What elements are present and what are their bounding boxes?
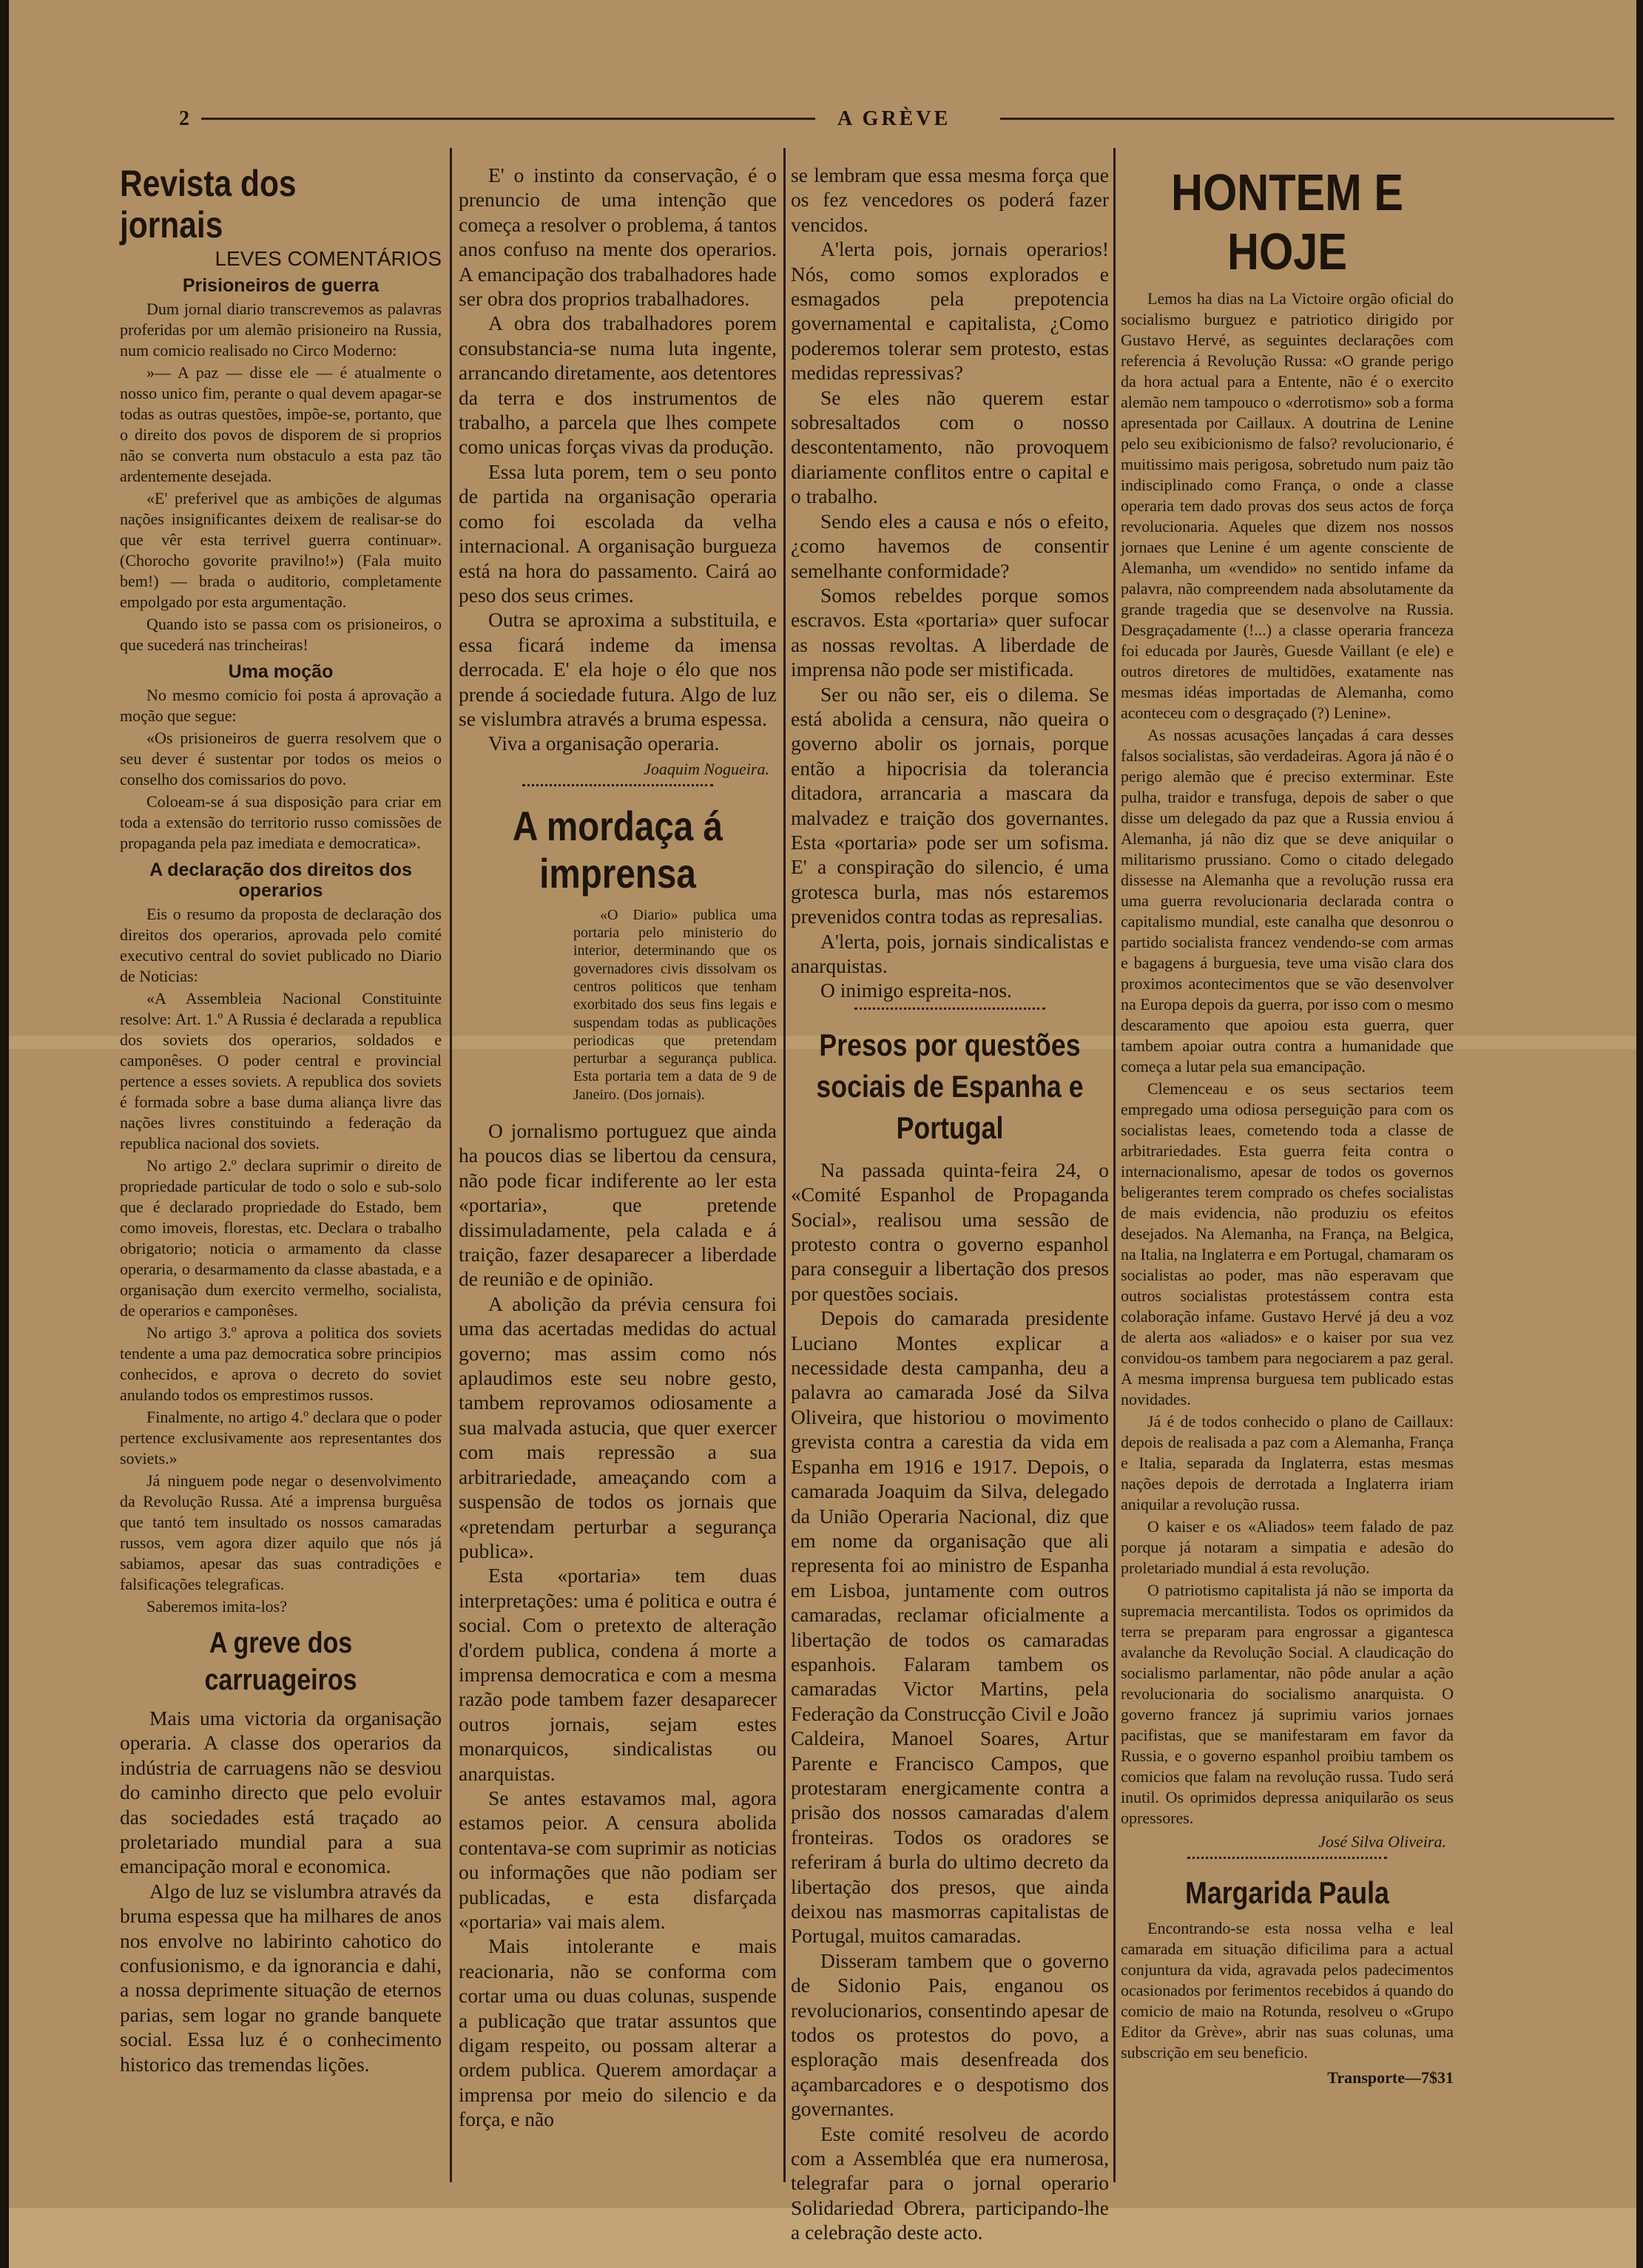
masthead: A GRÈVE: [837, 107, 951, 130]
paragraph: Na passada quinta-feira 24, o «Comité Espanhol de Propaganda Social», realisou uma sessão de protesto contra o governo espanhol para conseguir a libertação dos presos por questões sociais.: [791, 1158, 1109, 1305]
column-4: [1121, 163, 1454, 2088]
paragraph: «E' preferivel que as ambições de algumas nações insignificantes deixem de realisar-se do que vêr esta terrivel guerra continuar». (Chorocho govorite pravilno!») (Fala muito bem!) — brada o auditorio, completamente empolgado por esta argumentação.: [120, 489, 442, 611]
paragraph: Coloeam-se á sua disposição para criar em toda a extensão do territorio russo comissões de propaganda pela paz imediata e democratica».: [120, 792, 442, 852]
transporte-total: Transporte—7$31: [1327, 2068, 1454, 2087]
paragraph: Disseram tambem que o governo de Sidonio Pais, enganou os revolucionarios, consentindo apesar de todos os protestos do povo, a esploração mais desenfreada dos açambarcadores e o despotismo dos governantes.: [791, 1948, 1109, 2121]
paragraph: O inimigo espreita-nos.: [820, 979, 1012, 1002]
subheading: A declaração dos direitos dos operarios: [149, 860, 412, 901]
paragraph: Eis o resumo da proposta de declaração dos direitos dos operarios, aprovada pelo comité executivo central do soviet publicado no Diario de Noticias:: [120, 905, 442, 985]
paragraph: Viva a organisação operaria.: [488, 732, 720, 755]
article-body: [120, 1706, 442, 2076]
paragraph: »— A paz — disse ele — é atualmente o nosso unico fim, perante o qual devem apagar-se todas as outras questões, impõe-se, portanto, que o direito dos povos de disporem de si proprios não se converta num obstaculo a esta paz tão ardentemente desejada.: [120, 363, 442, 485]
paragraph: O patriotismo capitalista já não se importa da supremacia mercantilista. Todos os oprimidos da terra se preparam para engrossar a gigantesca avalanche da Revolução Social. A claudicação do socialismo parlamentar, não pôde anular a ação revolucionaria do socialismo anarquista. O governo francez já suprimiu varios jornaes pacifistas, que se manifestaram em favor da Russia, e o governo espanhol proibiu tambem os comicios que falam na revolução russa. Tudo será inutil. Os oprimidos depressa aniquilarão os seus opressores.: [1121, 1581, 1454, 1827]
paragraph: Se eles não querem estar sobresaltados com o nosso descontentamento, não provoquem diariamente conflitos entre o capital e o trabalho.: [791, 385, 1109, 508]
ornament-divider: [522, 784, 713, 797]
page-number: 2: [179, 107, 190, 130]
column-1: [120, 163, 442, 2076]
article-title: A mordaça á imprensa: [513, 802, 723, 897]
paragraph: Quando isto se passa com os prisioneiros, o que sucederá nas trincheiras!: [120, 615, 442, 654]
section-title: Revista dos jornais: [120, 163, 297, 246]
paragraph: Sendo eles a causa e nós o efeito, ¿como havemos de consentir semelhante conformidade?: [791, 509, 1109, 582]
article-body: [791, 163, 1109, 1003]
paragraph: As nossas acusações lançadas á cara desses falsos socialistas, são verdadeiras. Agora já não é o perigo alemão que é preciso exterminar. Este pulha, traidor e transfuga, depois de saber o que disse um delegado da paz que a Russia enviou á Alemanha, já não diz que se deve aniquilar o militarismo prussiano. Como o citado delegado dissesse na Alemanha que a revolução russa era uma guerra revolucionaria declarada contra o capitalismo mundial, este canalha que desonrou o partido socialista francez vendendo-se com armas e bagagens á burguesia, teve uma visão clara dos proximos acontecimentos que se vão desenvolver na Europa depois da guerra, por isso com o mesmo descaramento que apoiou esta guerra, quer tambem apoiar outra contra a humanidade que começa a lutar pela sua emancipação.: [1121, 726, 1454, 1076]
paragraph: No mesmo comicio foi posta á aprovação a moção que segue:: [120, 686, 442, 725]
paragraph: A obra dos trabalhadores porem consubstancia-se numa luta ingente, arrancando diretamente, aos detentores da terra e dos instrumentos de trabalho, a parcela que lhes compete como unicas forças vivas da produção.: [459, 311, 777, 459]
quoted-box: [573, 906, 777, 1104]
author-signature: Joaquim Nogueira.: [644, 759, 769, 778]
paragraph: Lemos ha dias na La Victoire orgão oficial do socialismo burguez e patriotico dirigido por Gustavo Hervé, as seguintes declarações com referencia á Revolução Russa: «O grande perigo da hora actual para a Entente, não é o exercito alemão nem tampouco o «derrotismo» sob a forma apresentada por Caillaux. A doutrina de Lenine pelo seu exibicionismo de falso? revolucionario, é muitissimo mais perigosa, sobretudo num paiz tão indisciplinado como França, o onde a classe operaria tem dado provas dos seus actos de força revolucionaria. Aqueles que dizem nos nossos jornaes que Lenine é um agente consciente de Alemanha, um «vendido» no sentido infame da palavra, não compreendem nada absolutamente da grande tragedia que se desenvolve na Russia. Desgraçadamente (!...) a classe operaria franceza foi educada por Jaurès, Guesde Vaillant (e ele) e outros diretores de multidões, exatamente nas mesmas idéas importadas de Alemanha, como aconteceu com o desgraçado (?) Lenine».: [1121, 289, 1454, 722]
paragraph: Mais intolerante e mais reacionaria, não se conforma com cortar uma ou duas colunas, suspende a publicação que tratar assuntos que digam respeito, ou possam alterar a ordem publica. Querem amordaçar a imprensa por meio do silencio e da força, e não: [459, 1934, 777, 2131]
paragraph: Algo de luz se vislumbra através da bruma espessa que ha milhares de anos nos envolve no labirinto cahotico do confusionismo, e da ignorancia e dahi, a nossa deprimente situação de eternos parias, sem logar no grande banquete social. Essa luz é o conhecimento historico das tremendas lições.: [120, 1879, 442, 2076]
paragraph: Finalmente, no artigo 4.º declara que o poder pertence exclusivamente aos representantes dos soviets.»: [120, 1408, 442, 1468]
page-header: [172, 107, 1614, 129]
paragraph: Clemenceau e os seus sectarios teem empregado uma odiosa perseguição para com os socialistas leaes, cometendo toda a classe de arbitrariedades. Esta guerra feita contra o internacionalismo, apesar de todos os governos beligerantes terem comprado os chefes socialistas de mais evidencia, não produziu os efeitos desejados. Na Alemanha, na França, na Belgica, na Italia, na Inglaterra e em Portugal, chamaram os socialistas ao poder, mas não esperavam que outros socialistas protestássem contra esta colaboração infame. Gustavo Hervé já deu a voz de alerta aos «aliados» e o kaiser por sua vez convidou-os tambem para negociarem a paz geral. A mesma imprensa burguesa tem publicado estas novidades.: [1121, 1079, 1454, 1408]
column-2: [459, 163, 777, 2132]
paragraph: «A Assembleia Nacional Constituinte resolve: Art. 1.º A Russia é declarada a republica dos soviets dos operarios, soldados e camponêses. O poder central e provincial pertence a esses soviets. A republica dos soviets é formada sobre a base duma aliança livre das nações livres constituindo a federação da republica nacional dos soviets.: [120, 989, 442, 1152]
author-signature: José Silva Oliveira.: [1318, 1832, 1446, 1851]
article-body: [459, 163, 777, 756]
paragraph: O jornalismo portuguez que ainda ha poucos dias se libertou da censura, não pode ficar indiferente ao ler esta «portaria», que pretende dissimuladamente, pela calada e á traição, fazer desaparecer a liberdade de reunião e de opinião.: [459, 1119, 777, 1291]
paragraph: Saberemos imita-los?: [146, 1597, 288, 1616]
newspaper-page: [9, 0, 1636, 2268]
paragraph: E' o instinto da conservação, é o prenuncio de uma intenção que começa a resolver o problema, á tantos anos confuso na mente dos operarios. A emancipação dos trabalhadores hade ser obra dos proprios trabalhadores.: [459, 163, 777, 311]
paragraph: Mais uma victoria da organisação operaria. A classe dos operarios da indústria de carruagens não se desviou do caminho directo que pelo evoluir das sociedades está traçado ao proletariado mundial para a sua emancipação moral e economica.: [120, 1707, 442, 1878]
paragraph: A'lerta pois, jornais operarios! Nós, como somos explorados e esmagados pela prepotencia governamental e capitalista, ¿Como poderemos tolerar sem protesto, estas medidas repressivas?: [791, 237, 1109, 385]
paragraph: Dum jornal diario transcrevemos as palavras proferidas por um alemão prisioneiro na Russia, num comicio realisado no Circo Moderno:: [120, 300, 442, 360]
paragraph: Se antes estavamos mal, agora estamos peior. A censura abolida contentava-se com suprimir as noticias ou informações que não podiam ser publicadas, e esta disfarçada «portaria» vai mais alem.: [459, 1786, 777, 1934]
paragraph: Esta «portaria» tem duas interpretações: uma é politica e outra é social. Com o pretexto de alteração d'ordem publica, condena á morte a imprensa democratica e com a mesma razão pode tambem fazer desaparecer outros jornais, sejam estes monarquicos, sindicalistas ou anarquistas.: [459, 1564, 777, 1785]
subheading: Uma moção: [228, 661, 334, 682]
paragraph: «O Diario» publica uma portaria pelo ministerio do interior, determinando que os governadores civis dissolvam os centros politicos que tenham exorbitado dos seus fins legais e suspendam todas as publicações periodicas que pretendam perturbar a segurança publica. Esta portaria tem a data de 9 de Janeiro. (Dos jornais).: [573, 906, 777, 1103]
paragraph: Este comité resolveu de acordo com a Assembléa que era numerosa, telegrafar para o jornal operario Solidariedad Obrera, participando-lhe a celebração deste acto.: [791, 2122, 1109, 2244]
article-title: Presos por questões sociais de Espanha e Portugal: [816, 1027, 1084, 1145]
paragraph: Essa luta porem, tem o seu ponto de partida na organisação operaria como foi escolada da velha internacional. A organisação burgueza está na hora do passamento. Cairá ao peso dos seus crimes.: [459, 459, 777, 607]
article-body: [791, 1158, 1109, 2245]
ornament-divider: [1187, 1857, 1387, 1869]
ornament-divider: [854, 1008, 1045, 1020]
paragraph: Depois do camarada presidente Luciano Montes explicar a necessidade desta campanha, deu a palavra ao camarada José da Silva Oliveira, que historiou o movimento grevista contra a carestia da vida em Espanha em 1916 e 1917. Depois, o camarada Joaquim da Silva, delegado da União Operaria Nacional, diz que em nome da organisação que ali representa foi ao ministro de Espanha em Lisboa, juntamente com outros camaradas, reclamar oficialmente a libertação de todos os camaradas espanhois. Falaram tambem os camaradas Victor Martins, pela Federação da Construcção Civil e João Caldeira, Manoel Soares, Artur Parente e Francisco Campos, que protestaram energicamente contra a prisão dos nossos camaradas d'alem fronteiras. Todos os oradores se referiram á burla do ultimo decreto da libertação dos presos, que ainda deixou nas masmorras capitalistas de Portugal, muitos camaradas.: [791, 1306, 1109, 1948]
paragraph: Outra se aproxima a substituila, e essa ficará indeme da imensa derrocada. E' ela hoje o élo que nos prende á sociedade futura. Algo de luz se vislumbra através a bruma espessa.: [459, 608, 777, 730]
column-divider: [1113, 148, 1116, 2182]
subheading: Prisioneiros de guerra: [182, 275, 379, 296]
paragraph: se lembram que essa mesma força que os fez vencedores os poderá fazer vencidos.: [791, 163, 1109, 236]
paragraph: Já é de todos conhecido o plano de Caillaux: depois de realisada a paz com a Alemanha, França e Italia, separada da Inglaterra, estas mesmas nações depois de derrotada a Inglaterra iriam aniquilar a revolução russa.: [1121, 1412, 1454, 1513]
section-subtitle: LEVES COMENTÁRIOS: [215, 247, 442, 270]
column-divider: [450, 148, 452, 2182]
paragraph: Somos rebeldes porque somos escravos. Esta «portaria» quer sufocar as nossas revoltas. A liberdade de imprensa não pode ser mistificada.: [791, 583, 1109, 681]
paragraph: O kaiser e os «Aliados» teem falado de paz porque já notaram a simpatia e adesão do proletariado mundial á esta revolução.: [1121, 1517, 1454, 1577]
paragraph: No artigo 2.º declara suprimir o direito de propriedade particular de todo o solo e sub-solo que é declarado propriedade do Estado, bem como imoveis, florestas, etc. Declara o trabalho obrigatorio; noticia o armamento da classe operaria, o desarmamento da classe abastada, e a organisação dum exercito vermelho, socialista, de operarios e camponêses.: [120, 1156, 442, 1320]
header-rule: [201, 118, 815, 120]
article-title: A greve dos carruageiros: [204, 1627, 357, 1696]
column-3: [791, 163, 1109, 2245]
article-title: HONTEM E HOJE: [1170, 163, 1404, 280]
article-body: [459, 1118, 777, 2132]
column-divider: [783, 148, 786, 2182]
paragraph: A abolição da prévia censura foi uma das acertadas medidas do actual governo; mas assim como nós aplaudimos este seu nobre gesto, tambem reprovamos odiosamente a sua malvada astucia, que quer exercer com mais repressão a sua arbitrariedade, ameaçando com a suspensão de todos os jornais que «pretendam perturbar a segurança publica».: [459, 1292, 777, 1562]
paragraph: Ser ou não ser, eis o dilema. Se está abolida a censura, não queira o governo abolir os jornais, porque então a hipocrisia da tolerancia ditadora, arrancaria a mascara da malvadez e traição dos governantes. Esta «portaria» pode ser um sofisma. E' a conspiração do silencio, é uma grotesca burla, mas nós estaremos prevenidos contra todas as represalias.: [791, 682, 1109, 928]
article-title: Margarida Paula: [1185, 1875, 1389, 1910]
paragraph: Já ninguem pode negar o desenvolvimento da Revolução Russa. Até a imprensa burguêsa que tantó tem insultado os nossos camaradas russos, vem agora dizer aquilo que nós já sabiamos, apesar das suas contradições e falsificações telegraficas.: [120, 1471, 442, 1593]
paragraph: «Os prisioneiros de guerra resolvem que o seu dever é sustentar por todos os meios o conselho dos comissarios do povo.: [120, 729, 442, 789]
paragraph: A'lerta, pois, jornais sindicalistas e anarquistas.: [791, 929, 1109, 977]
header-rule: [1000, 118, 1614, 120]
paragraph: Encontrando-se esta nossa velha e leal camarada em situação dificilima para a actual conjuntura da vida, agravada pelos padecimentos ocasionados por ferimentos recebidos á quando do comicio de maio na Rotunda, resolveu o «Grupo Editor da Grève», abrir nas suas colunas, uma subscrição em seu beneficio.: [1121, 1919, 1454, 2062]
paragraph: No artigo 3.º aprova a politica dos soviets tendente a uma paz democratica sobre principios conhecidos, e aprova o decreto do soviet anulando todos os emprestimos russos.: [120, 1323, 442, 1404]
